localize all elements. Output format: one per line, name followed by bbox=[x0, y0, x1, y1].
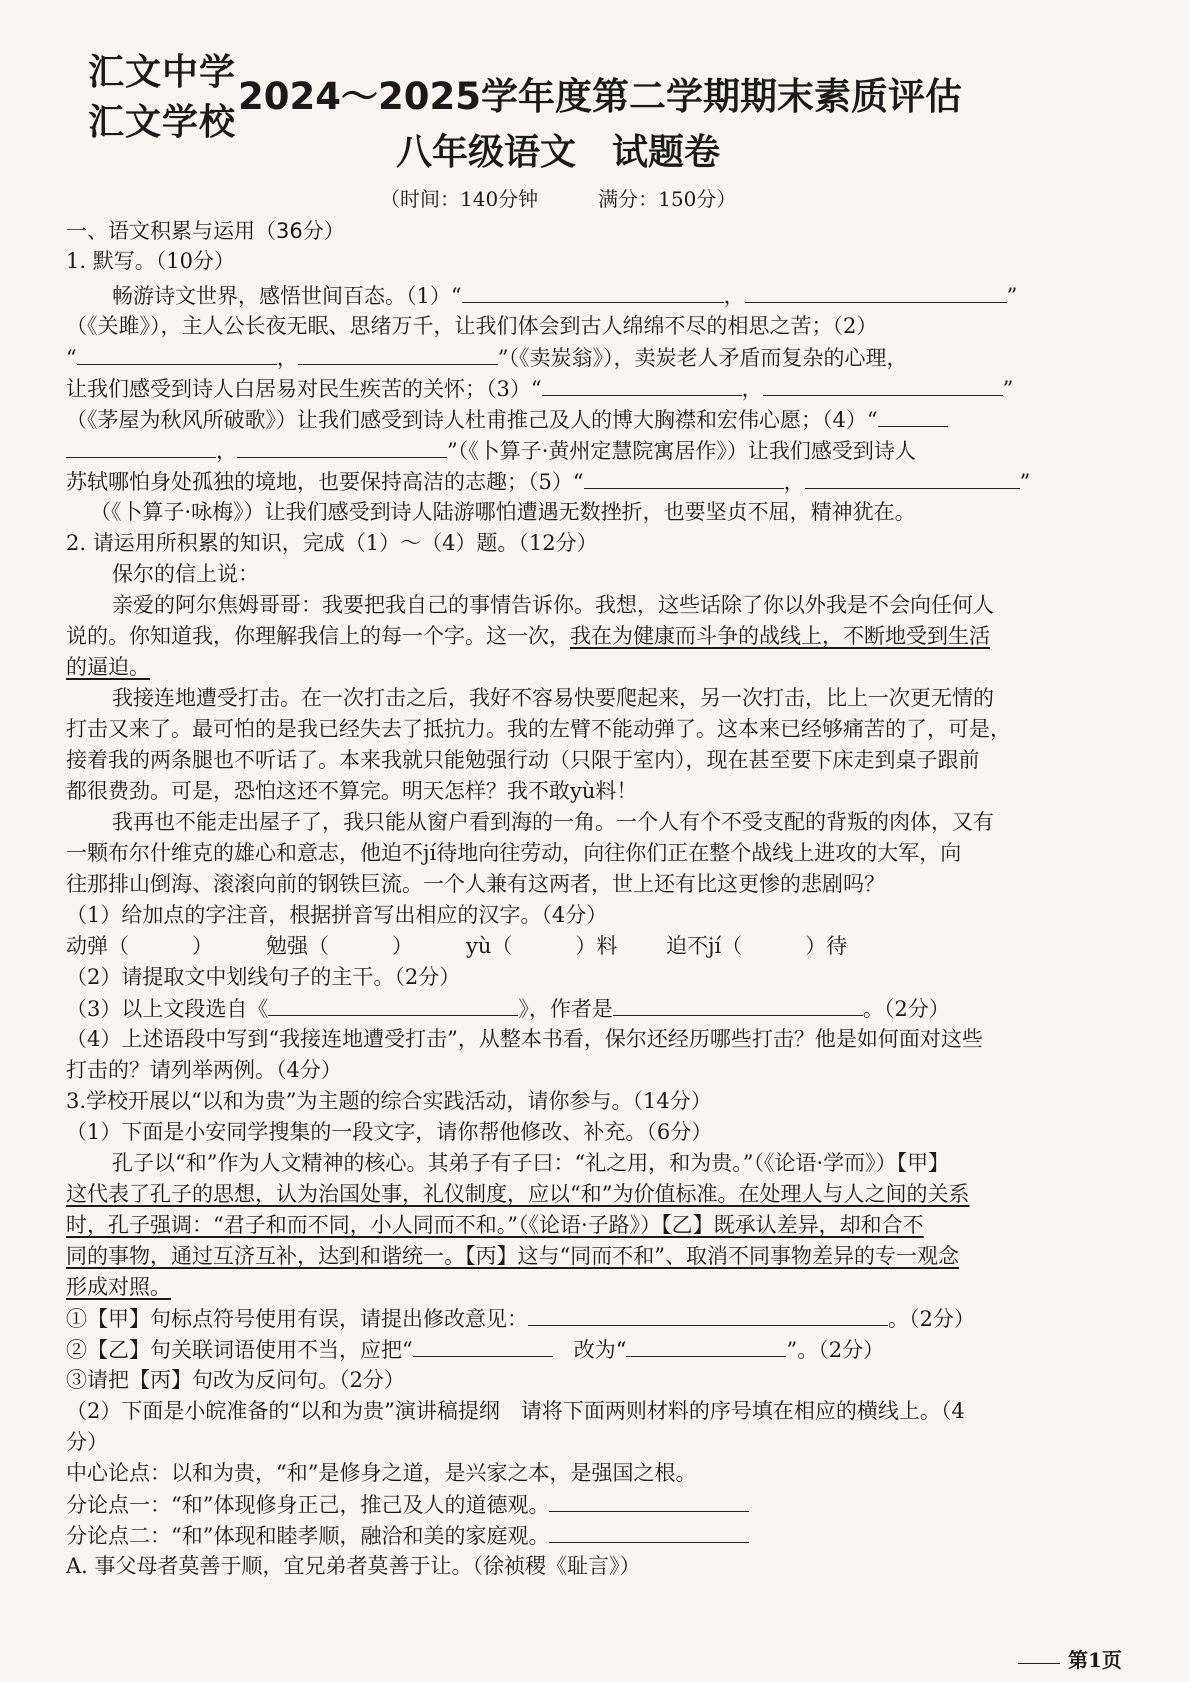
q2-heading: 2. 请运用所积累的知识，完成（1）～（4）题。（12分） bbox=[66, 531, 598, 555]
underlined-sentence: 的逼迫。 bbox=[66, 655, 150, 679]
section-heading: 一、语文积累与运用（36分） bbox=[66, 219, 345, 243]
answer-blank[interactable] bbox=[613, 993, 863, 1016]
answer-blank[interactable] bbox=[298, 342, 498, 365]
q3-text: ①【甲】句标点符号使用有误，请提出修改意见： bbox=[66, 1307, 528, 1331]
q2-passage: 都很费劲。可是，恐怕这还不算完。明天怎样？我不敢yù料！ bbox=[66, 779, 638, 803]
q1-text: 畅游诗文世界，感悟世间百态。（1）“ bbox=[112, 284, 462, 308]
exam-subtitle: 八年级语文 试题卷 bbox=[396, 132, 721, 173]
answer-blank[interactable] bbox=[584, 466, 784, 489]
q2-passage bbox=[66, 621, 1130, 651]
q3-text: 改为“ bbox=[573, 1338, 627, 1362]
q3-passage: 同的事物，通过互济互补，达到和谐统一。【丙】这与“同而不和”、取消不同事物差异的专一观念 bbox=[66, 1244, 959, 1268]
school-name-1: 汇文中学 bbox=[88, 52, 237, 93]
q2-passage: 亲爱的阿尔焦姆哥哥：我要把我自己的事情告诉你。我想，这些话除了你以外我是不会向任何人 bbox=[112, 593, 994, 617]
q1-text: ”（《卜算子·黄州定慧院寓居作》）让我们感受到诗人 bbox=[447, 439, 916, 463]
q2-text: 》，作者是 bbox=[518, 997, 613, 1021]
q1-line-5 bbox=[66, 404, 1130, 435]
q3-text: 。（2分） bbox=[888, 1307, 975, 1331]
q3-item-2 bbox=[66, 1334, 1130, 1365]
q1-line-8: （《卜算子·咏梅》）让我们感受到诗人陆游哪怕遭遇无数挫折，也要坚贞不屈，精神犹在。 bbox=[90, 500, 916, 524]
q3-sub-2: （2）下面是小皖准备的“以和为贵”演讲稿提纲 请将下面两则材料的序号填在相应的横线上。（4 bbox=[66, 1399, 965, 1423]
exam-meta: （时间：140分钟 满分：150分） bbox=[380, 187, 737, 211]
underlined-sentence: 我在为健康而斗争的战线上，不断地受到生活 bbox=[570, 624, 990, 648]
q2-passage: 一颗布尔什维克的雄心和意志，他迫不jí待地向往劳动，向往你们正在整个战线上进攻的大军，向 bbox=[66, 841, 962, 865]
central-argument: 中心论点：以和为贵，“和”是修身之道，是兴家之本，是强国之根。 bbox=[66, 1461, 697, 1485]
q2-sub-4: （4）上述语段中写到“我接连地遭受打击”，从整本书看，保尔还经历哪些打击？他是如何面对这些 bbox=[66, 1027, 983, 1051]
q1-text: 苏轼哪怕身处孤独的境地，也要保持高洁的志趣；（5）“ bbox=[66, 470, 584, 494]
q3-text: 分论点一：“和”体现修身正己，推己及人的道德观。 bbox=[66, 1493, 550, 1517]
sub-argument-1 bbox=[66, 1489, 1130, 1520]
q1-line-2: （《关雎》），主人公长夜无眠、思绪万千，让我们体会到古人绵绵不尽的相思之苦；（2） bbox=[66, 314, 878, 338]
answer-blank[interactable] bbox=[268, 993, 518, 1016]
q2-sub-1: （1）给加点的字注音，根据拼音写出相应的汉字。（4分） bbox=[66, 903, 608, 927]
q2-passage: 我接连地遭受打击。在一次打击之后，我好不容易快要爬起来，另一次打击，比上一次更无情的 bbox=[112, 686, 994, 710]
q2-passage: 接着我的两条腿也不听话了。本来我就只能勉强行动（只限于室内），现在甚至要下床走到桌子跟前 bbox=[66, 748, 980, 772]
pinyin-item[interactable]: 动弹（ ） bbox=[66, 934, 213, 958]
material-a: A. 事父母者莫善于顺，宜兄弟者莫善于让。（徐祯稷《耻言》） bbox=[66, 1554, 641, 1578]
q2-passage: 打击又来了。最可怕的是我已经失去了抵抗力。我的左臂不能动弹了。这本来已经够痛苦的了，可是， bbox=[66, 717, 1011, 741]
pinyin-item[interactable]: 迫不jí（ ）待 bbox=[666, 934, 848, 958]
q1-text: （《茅屋为秋风所破歌》）让我们感受到诗人杜甫推己及人的博大胸襟和宏伟心愿；（4）“ bbox=[66, 408, 878, 432]
q3-passage: 这代表了孔子的思想，认为治国处事，礼仪制度，应以“和”为价值标准。在处理人与人之间的关系 bbox=[66, 1182, 970, 1206]
q1-line-1: 畅游诗文世界，感悟世间百态。（1）“ ， ” bbox=[112, 280, 1130, 311]
q1-text: 让我们感受到诗人白居易对民生疾苦的关怀；（3）“ bbox=[66, 377, 542, 401]
q2-sub-3 bbox=[66, 993, 1130, 1024]
answer-blank[interactable] bbox=[805, 466, 1020, 489]
footer-rule bbox=[1018, 1663, 1060, 1664]
answer-blank[interactable] bbox=[549, 1489, 749, 1512]
answer-blank[interactable] bbox=[878, 404, 948, 427]
q2-text: （3）以上文段选自《 bbox=[66, 997, 269, 1021]
q3-item-1 bbox=[66, 1303, 1130, 1334]
q1-text: ”（《卖炭翁》），卖炭老人矛盾而复杂的心理， bbox=[497, 346, 908, 370]
q1-line-7: 苏轼哪怕身处孤独的境地，也要保持高洁的志趣；（5）“ ， ” bbox=[66, 466, 1130, 497]
school-name-2: 汇文学校 bbox=[88, 102, 237, 143]
answer-blank[interactable] bbox=[77, 342, 277, 365]
answer-blank[interactable] bbox=[626, 1334, 786, 1357]
q1-heading: 1. 默写。（10分） bbox=[66, 249, 235, 273]
q3-text: 分论点二：“和”体现和睦孝顺，融洽和美的家庭观。 bbox=[66, 1524, 550, 1548]
sub-argument-2 bbox=[66, 1520, 1130, 1551]
q2-passage: 往那排山倒海、滚滚向前的钢铁巨流。一个人兼有这两者，世上还有比这更惨的悲剧吗？ bbox=[66, 872, 885, 896]
pinyin-item[interactable]: yù（ ）料 bbox=[466, 934, 618, 958]
q3-passage: 形成对照。 bbox=[66, 1275, 171, 1299]
q2-intro: 保尔的信上说： bbox=[112, 562, 259, 586]
q3-heading: 3.学校开展以“以和为贵”为主题的综合实践活动，请你参与。（14分） bbox=[66, 1089, 712, 1113]
q2-sub-4-cont: 打击的？请列举两例。（4分） bbox=[66, 1058, 342, 1082]
answer-blank[interactable] bbox=[549, 1520, 749, 1543]
answer-blank[interactable] bbox=[462, 280, 724, 303]
answer-blank[interactable] bbox=[763, 373, 1003, 396]
answer-blank[interactable] bbox=[745, 280, 1007, 303]
q1-line-4: 让我们感受到诗人白居易对民生疾苦的关怀；（3）“ ， ” bbox=[66, 373, 1130, 404]
q2-passage: 我再也不能走出屋子了，我只能从窗户看到海的一角。一个人有个不受支配的背叛的肉体，又有 bbox=[112, 810, 994, 834]
answer-blank[interactable] bbox=[528, 1303, 888, 1326]
answer-blank[interactable] bbox=[542, 373, 742, 396]
q3-text: ”。（2分） bbox=[786, 1338, 885, 1362]
passage-text: 说的。你知道我，你理解我信上的每一个字。这一次， bbox=[66, 624, 570, 648]
q3-sub-2-cont: 分） bbox=[66, 1430, 108, 1454]
page-number: 第1页 bbox=[1068, 1648, 1122, 1672]
q2-text: 。（2分） bbox=[862, 997, 950, 1021]
answer-blank[interactable] bbox=[237, 435, 447, 458]
answer-blank[interactable] bbox=[413, 1334, 553, 1357]
q3-sub-1: （1）下面是小安同学搜集的一段文字，请你帮他修改、补充。（6分） bbox=[66, 1120, 713, 1144]
q1-line-3: “ ， ”（《卖炭翁》），卖炭老人矛盾而复杂的心理， bbox=[66, 342, 1130, 373]
q2-sub-2: （2）请提取文中划线句子的主干。（2分） bbox=[66, 965, 461, 989]
q3-item-3: ③请把【丙】句改为反问句。（2分） bbox=[66, 1368, 405, 1392]
q3-text: ②【乙】句关联词语使用不当，应把“ bbox=[66, 1338, 413, 1362]
answer-blank[interactable] bbox=[66, 435, 216, 458]
q3-passage: 时，孔子强调：“君子和而不同，小人同而不和。”（《论语·子路》）【乙】既承认差异，却和合不 bbox=[66, 1213, 924, 1237]
pinyin-item[interactable]: 勉强（ ） bbox=[266, 934, 413, 958]
exam-title: 2024～2025学年度第二学期期末素质评估 bbox=[238, 75, 962, 118]
q3-passage: 孔子以“和”作为人文精神的核心。其弟子有子曰：“礼之用，和为贵。”（《论语·学而》）【甲】 bbox=[112, 1151, 950, 1175]
q1-line-6: ， ”（《卜算子·黄州定慧院寓居作》）让我们感受到诗人 bbox=[66, 435, 1130, 466]
